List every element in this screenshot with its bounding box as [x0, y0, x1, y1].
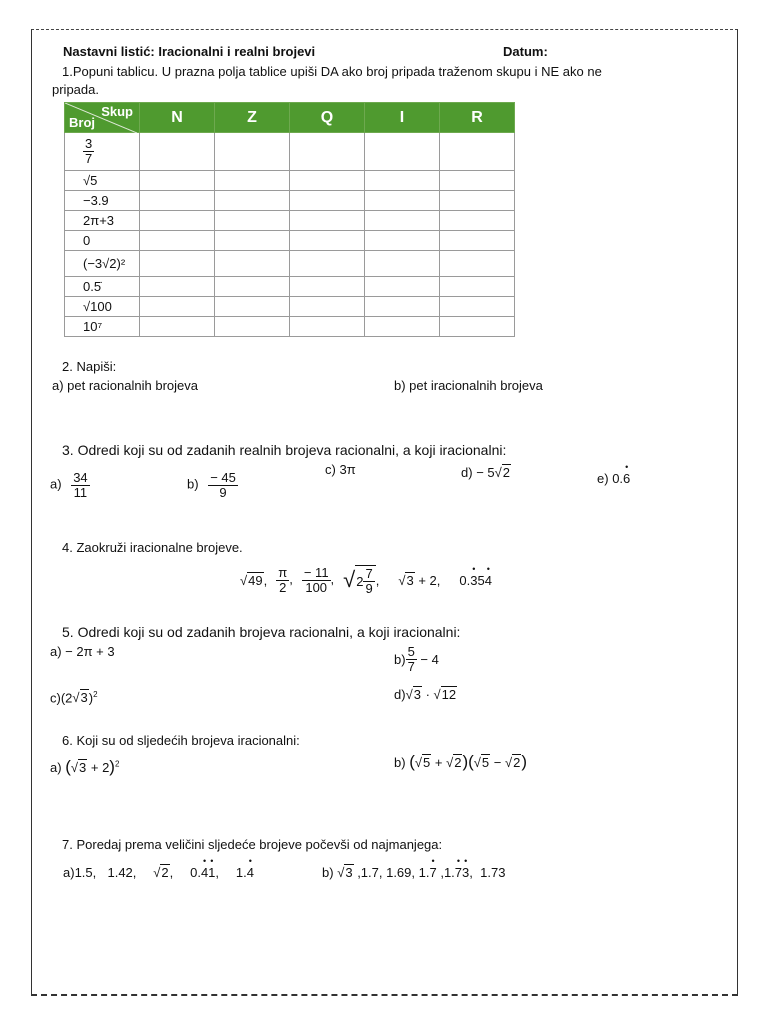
answer-cell[interactable]	[290, 317, 365, 337]
minus-sign: −	[493, 755, 502, 770]
answer-cell[interactable]	[290, 133, 365, 171]
task3-a	[50, 471, 90, 499]
row-number-cell: 0.5̇	[65, 277, 140, 297]
task7-b	[322, 865, 505, 880]
table-row	[65, 211, 515, 231]
exponent: 2	[93, 690, 98, 699]
repeating-digit: 7 •	[429, 865, 436, 880]
radicand: 2	[502, 465, 510, 480]
separator: ,	[263, 572, 268, 588]
answer-cell[interactable]	[440, 297, 515, 317]
sqrt-icon: √3	[405, 687, 421, 702]
sqrt-icon: √2	[153, 865, 169, 880]
answer-cell[interactable]	[365, 191, 440, 211]
answer-cell[interactable]	[140, 211, 215, 231]
repeating-digit: 6 •	[623, 471, 630, 486]
answer-cell[interactable]	[215, 251, 290, 277]
radicand: 49	[248, 572, 263, 588]
repeating-digit: 4 •	[247, 865, 254, 880]
row-number-cell: (−3√2)²	[65, 251, 140, 277]
whole-part: 0.	[459, 572, 471, 588]
denominator: 7	[407, 658, 415, 674]
task3-e	[597, 471, 630, 486]
radicand: 2	[454, 755, 462, 770]
task4-n3	[302, 566, 334, 594]
answer-cell[interactable]	[215, 133, 290, 171]
task5-b-tail: − 4	[420, 651, 439, 667]
sqrt-icon: √	[343, 567, 356, 593]
table-row	[65, 317, 515, 337]
answer-cell[interactable]	[365, 231, 440, 251]
answer-cell[interactable]	[140, 133, 215, 171]
task3-e-label: e)	[597, 471, 609, 486]
repeating-digit: 3 •	[462, 865, 469, 880]
answer-cell[interactable]	[365, 211, 440, 231]
task5-b	[394, 645, 439, 673]
worksheet-title: Nastavni listić: Iracionalni i realni brojevi	[63, 44, 316, 59]
answer-cell[interactable]	[140, 231, 215, 251]
paren-close: )	[109, 757, 115, 776]
column-header-i: I	[365, 103, 440, 133]
answer-cell[interactable]	[440, 171, 515, 191]
fraction-3-7: $\frac{3}{7}$	[85, 136, 93, 166]
task7-title-text: Poredaj prema veličini sljedeće brojeve počevši od najmanjega:	[76, 837, 443, 852]
fraction	[363, 567, 374, 595]
task6-a	[50, 757, 119, 777]
sqrt-icon: √3	[337, 865, 353, 880]
row-number-cell: −3.9	[65, 191, 140, 211]
column-header-r: R	[440, 103, 515, 133]
answer-cell[interactable]	[440, 133, 515, 171]
task1-instructions-line1: 1.Popuni tablicu. U prazna polja tablice upiši DA ako broj pripada traženom skupu i NE ako ne	[62, 64, 602, 79]
task6-title-text: Koji su od sljedećih brojeva iracionalni:	[76, 733, 300, 748]
table-row	[65, 231, 515, 251]
table-row	[65, 171, 515, 191]
answer-cell[interactable]	[140, 317, 215, 337]
task3-d-label: d)	[461, 465, 473, 480]
answer-cell[interactable]	[365, 277, 440, 297]
table-corner-cell	[65, 103, 140, 133]
task3-d-coef: − 5	[476, 465, 495, 480]
answer-cell[interactable]	[290, 171, 365, 191]
task7-number: 7.	[62, 837, 73, 852]
answer-cell[interactable]	[140, 171, 215, 191]
answer-cell[interactable]	[290, 277, 365, 297]
sqrt-icon: √49	[240, 572, 263, 588]
denominator: 2	[279, 579, 287, 595]
separator: ,	[215, 865, 220, 880]
task3-title: 3. Odredi koji su od zadanih realnih brojeva racionalni, a koji iracionalni:	[62, 442, 507, 458]
answer-cell[interactable]	[365, 171, 440, 191]
answer-cell[interactable]	[215, 231, 290, 251]
sqrt-icon: √5	[414, 755, 431, 770]
numerator: 7	[365, 566, 373, 581]
numerator: 5	[407, 644, 415, 659]
task6-title	[62, 733, 300, 748]
answer-cell[interactable]	[215, 171, 290, 191]
table-header-row	[65, 103, 515, 133]
exponent: 2	[114, 759, 120, 769]
separator: ,	[375, 572, 380, 588]
task6-a-label: a)	[50, 760, 62, 775]
date-label: Datum:	[503, 44, 548, 59]
sqrt-icon: √3	[72, 690, 88, 706]
denominator: 9	[219, 484, 227, 500]
task7-title	[62, 837, 442, 852]
radicand: 3	[406, 572, 414, 588]
fraction	[406, 645, 417, 673]
row-number-cell: √5	[65, 171, 140, 191]
task2-title	[62, 359, 116, 374]
task5-c	[50, 690, 98, 705]
paren-open: (	[409, 752, 415, 771]
paren-middle: )(	[462, 752, 474, 771]
task7-a-2: 1.42,	[107, 865, 137, 880]
task5-a: a) − 2π + 3	[50, 644, 115, 659]
paren-open: (	[65, 757, 71, 776]
task5-c-label: c)	[50, 690, 61, 706]
answer-cell[interactable]	[140, 277, 215, 297]
sqrt-icon: √3	[70, 760, 87, 775]
task4-n2	[276, 566, 293, 594]
answer-cell[interactable]	[440, 277, 515, 297]
corner-label-broj: Broj	[69, 115, 95, 130]
column-header-z: Z	[215, 103, 290, 133]
plus-sign: +	[434, 755, 443, 770]
task4-title-text: Zaokruži iracionalne brojeve.	[76, 540, 243, 555]
task2-number: 2.	[62, 359, 73, 374]
multiply-icon: ·	[425, 687, 430, 702]
task7-b-values: ,1.7, 1.69, 1.	[357, 865, 430, 880]
task4-n6	[459, 573, 492, 588]
sqrt-icon: √2	[446, 755, 462, 770]
table-row	[65, 191, 515, 211]
separator: ,	[289, 571, 293, 587]
separator: ,	[330, 571, 335, 587]
column-header-n: N	[140, 103, 215, 133]
separator: ,	[169, 865, 174, 880]
radicand: 3	[80, 690, 88, 706]
numerator: − 45	[210, 470, 236, 485]
task3-c-label: c)	[325, 462, 336, 477]
answer-cell[interactable]	[215, 317, 290, 337]
fraction	[302, 566, 331, 594]
numerator: − 11	[303, 565, 329, 580]
row-number-cell: 0	[65, 231, 140, 251]
answer-cell[interactable]	[290, 251, 365, 277]
radicand: 5	[481, 755, 490, 770]
task3-a-label: a)	[50, 476, 62, 492]
table-row	[65, 251, 515, 277]
task3-e-whole: 0.	[612, 471, 624, 486]
answer-cell[interactable]	[215, 277, 290, 297]
mixed-whole: 2	[356, 573, 364, 589]
task4-number: 4.	[62, 540, 73, 555]
repeating-digit: 7 •	[455, 865, 462, 880]
table-row	[65, 297, 515, 317]
radicand: 2	[161, 865, 169, 880]
radicand: 3	[413, 687, 421, 702]
task2-title-text: Napiši:	[76, 359, 117, 374]
table-row	[65, 133, 515, 171]
answer-cell[interactable]	[440, 211, 515, 231]
radicand: 3	[345, 865, 353, 880]
task2-a: a) pet racionalnih brojeva	[52, 378, 198, 393]
task5-b-label: b)	[394, 651, 406, 667]
corner-label-skup: Skup	[101, 104, 133, 119]
answer-cell[interactable]	[365, 297, 440, 317]
column-header-q: Q	[290, 103, 365, 133]
answer-cell[interactable]	[215, 211, 290, 231]
radicand: 3	[79, 760, 87, 775]
row-number-cell: 10⁷	[65, 317, 140, 337]
row-number-cell: √100	[65, 297, 140, 317]
whole-part: 1.	[235, 865, 247, 880]
table-row	[65, 277, 515, 297]
sqrt-icon: √5	[473, 755, 490, 770]
task4-n4	[343, 565, 379, 595]
answer-cell[interactable]	[440, 191, 515, 211]
sqrt-icon: √2	[505, 755, 521, 770]
task4-n1	[240, 573, 267, 588]
task5-d	[394, 687, 457, 702]
sqrt-icon: √2	[494, 465, 510, 480]
task5-title: 5. Odredi koji su od zadanih brojeva racionalni, a koji iracionalni:	[62, 624, 461, 640]
whole-part: ,1.	[440, 865, 455, 880]
task3-c-value: 3π	[339, 462, 356, 477]
task6-a-plus: + 2	[90, 760, 110, 775]
answer-cell[interactable]	[365, 317, 440, 337]
task3-b	[187, 471, 238, 499]
answer-cell[interactable]	[440, 231, 515, 251]
answer-cell[interactable]	[365, 133, 440, 171]
answer-cell[interactable]	[290, 191, 365, 211]
task6-number: 6.	[62, 733, 73, 748]
task3-c	[325, 462, 356, 477]
answer-cell[interactable]	[365, 251, 440, 277]
task1-instructions-line2: pripada.	[52, 82, 99, 97]
radicand: 2	[513, 755, 521, 770]
task3-a-fraction	[71, 471, 89, 499]
task7-a-label: a)	[63, 865, 75, 880]
row-number-cell	[65, 133, 140, 171]
radicand: 12	[441, 687, 457, 702]
task6-b-label: b)	[394, 755, 406, 770]
repeating-digit: 4 •	[485, 573, 492, 588]
task3-b-label: b)	[187, 476, 199, 492]
task5-c-open: (2	[60, 690, 73, 706]
whole-part: 0.	[190, 865, 201, 880]
answer-cell[interactable]	[290, 231, 365, 251]
paren-close: )	[521, 752, 528, 771]
answer-cell[interactable]	[290, 297, 365, 317]
task7-b-label: b)	[322, 865, 334, 880]
denominator: 11	[73, 484, 88, 500]
task4-title	[62, 540, 243, 555]
task3-d	[461, 465, 511, 480]
task5-d-label: d)	[394, 687, 406, 702]
task2-b: b) pet iracionalnih brojeva	[394, 378, 543, 393]
denominator: 100	[305, 579, 328, 595]
answer-cell[interactable]	[290, 211, 365, 231]
task7-a-1: 1.5,	[74, 865, 97, 880]
answer-cell[interactable]	[140, 191, 215, 211]
task3-b-fraction	[208, 471, 238, 499]
numerator: 34	[73, 470, 88, 485]
row-number-cell: 2π+3	[65, 211, 140, 231]
fraction	[276, 566, 289, 594]
numerator: π	[278, 565, 288, 580]
answer-cell[interactable]	[440, 317, 515, 337]
repeating-digit: 4 •	[201, 865, 208, 880]
task7-a	[63, 865, 254, 880]
task4-numbers	[240, 565, 492, 595]
answer-cell[interactable]	[440, 251, 515, 277]
answer-cell[interactable]	[215, 297, 290, 317]
sqrt-icon: √12	[433, 687, 457, 702]
separator: ,	[469, 865, 473, 880]
answer-cell[interactable]	[140, 297, 215, 317]
denominator: 9	[365, 580, 373, 596]
task5-c-close: )	[88, 690, 94, 706]
answer-cell[interactable]	[215, 191, 290, 211]
radicand: 5	[423, 755, 431, 770]
task4-n5	[398, 573, 440, 588]
digit: 5	[477, 572, 485, 588]
repeating-digit: 1 •	[208, 865, 215, 880]
repeating-digit: 3 •	[470, 573, 477, 588]
sets-table	[64, 102, 515, 337]
task7-b-last: 1.73	[480, 865, 506, 880]
task4-n5-tail: + 2,	[418, 572, 441, 588]
sqrt-icon: √3	[398, 572, 414, 588]
task6-b	[394, 752, 527, 772]
answer-cell[interactable]	[140, 251, 215, 277]
